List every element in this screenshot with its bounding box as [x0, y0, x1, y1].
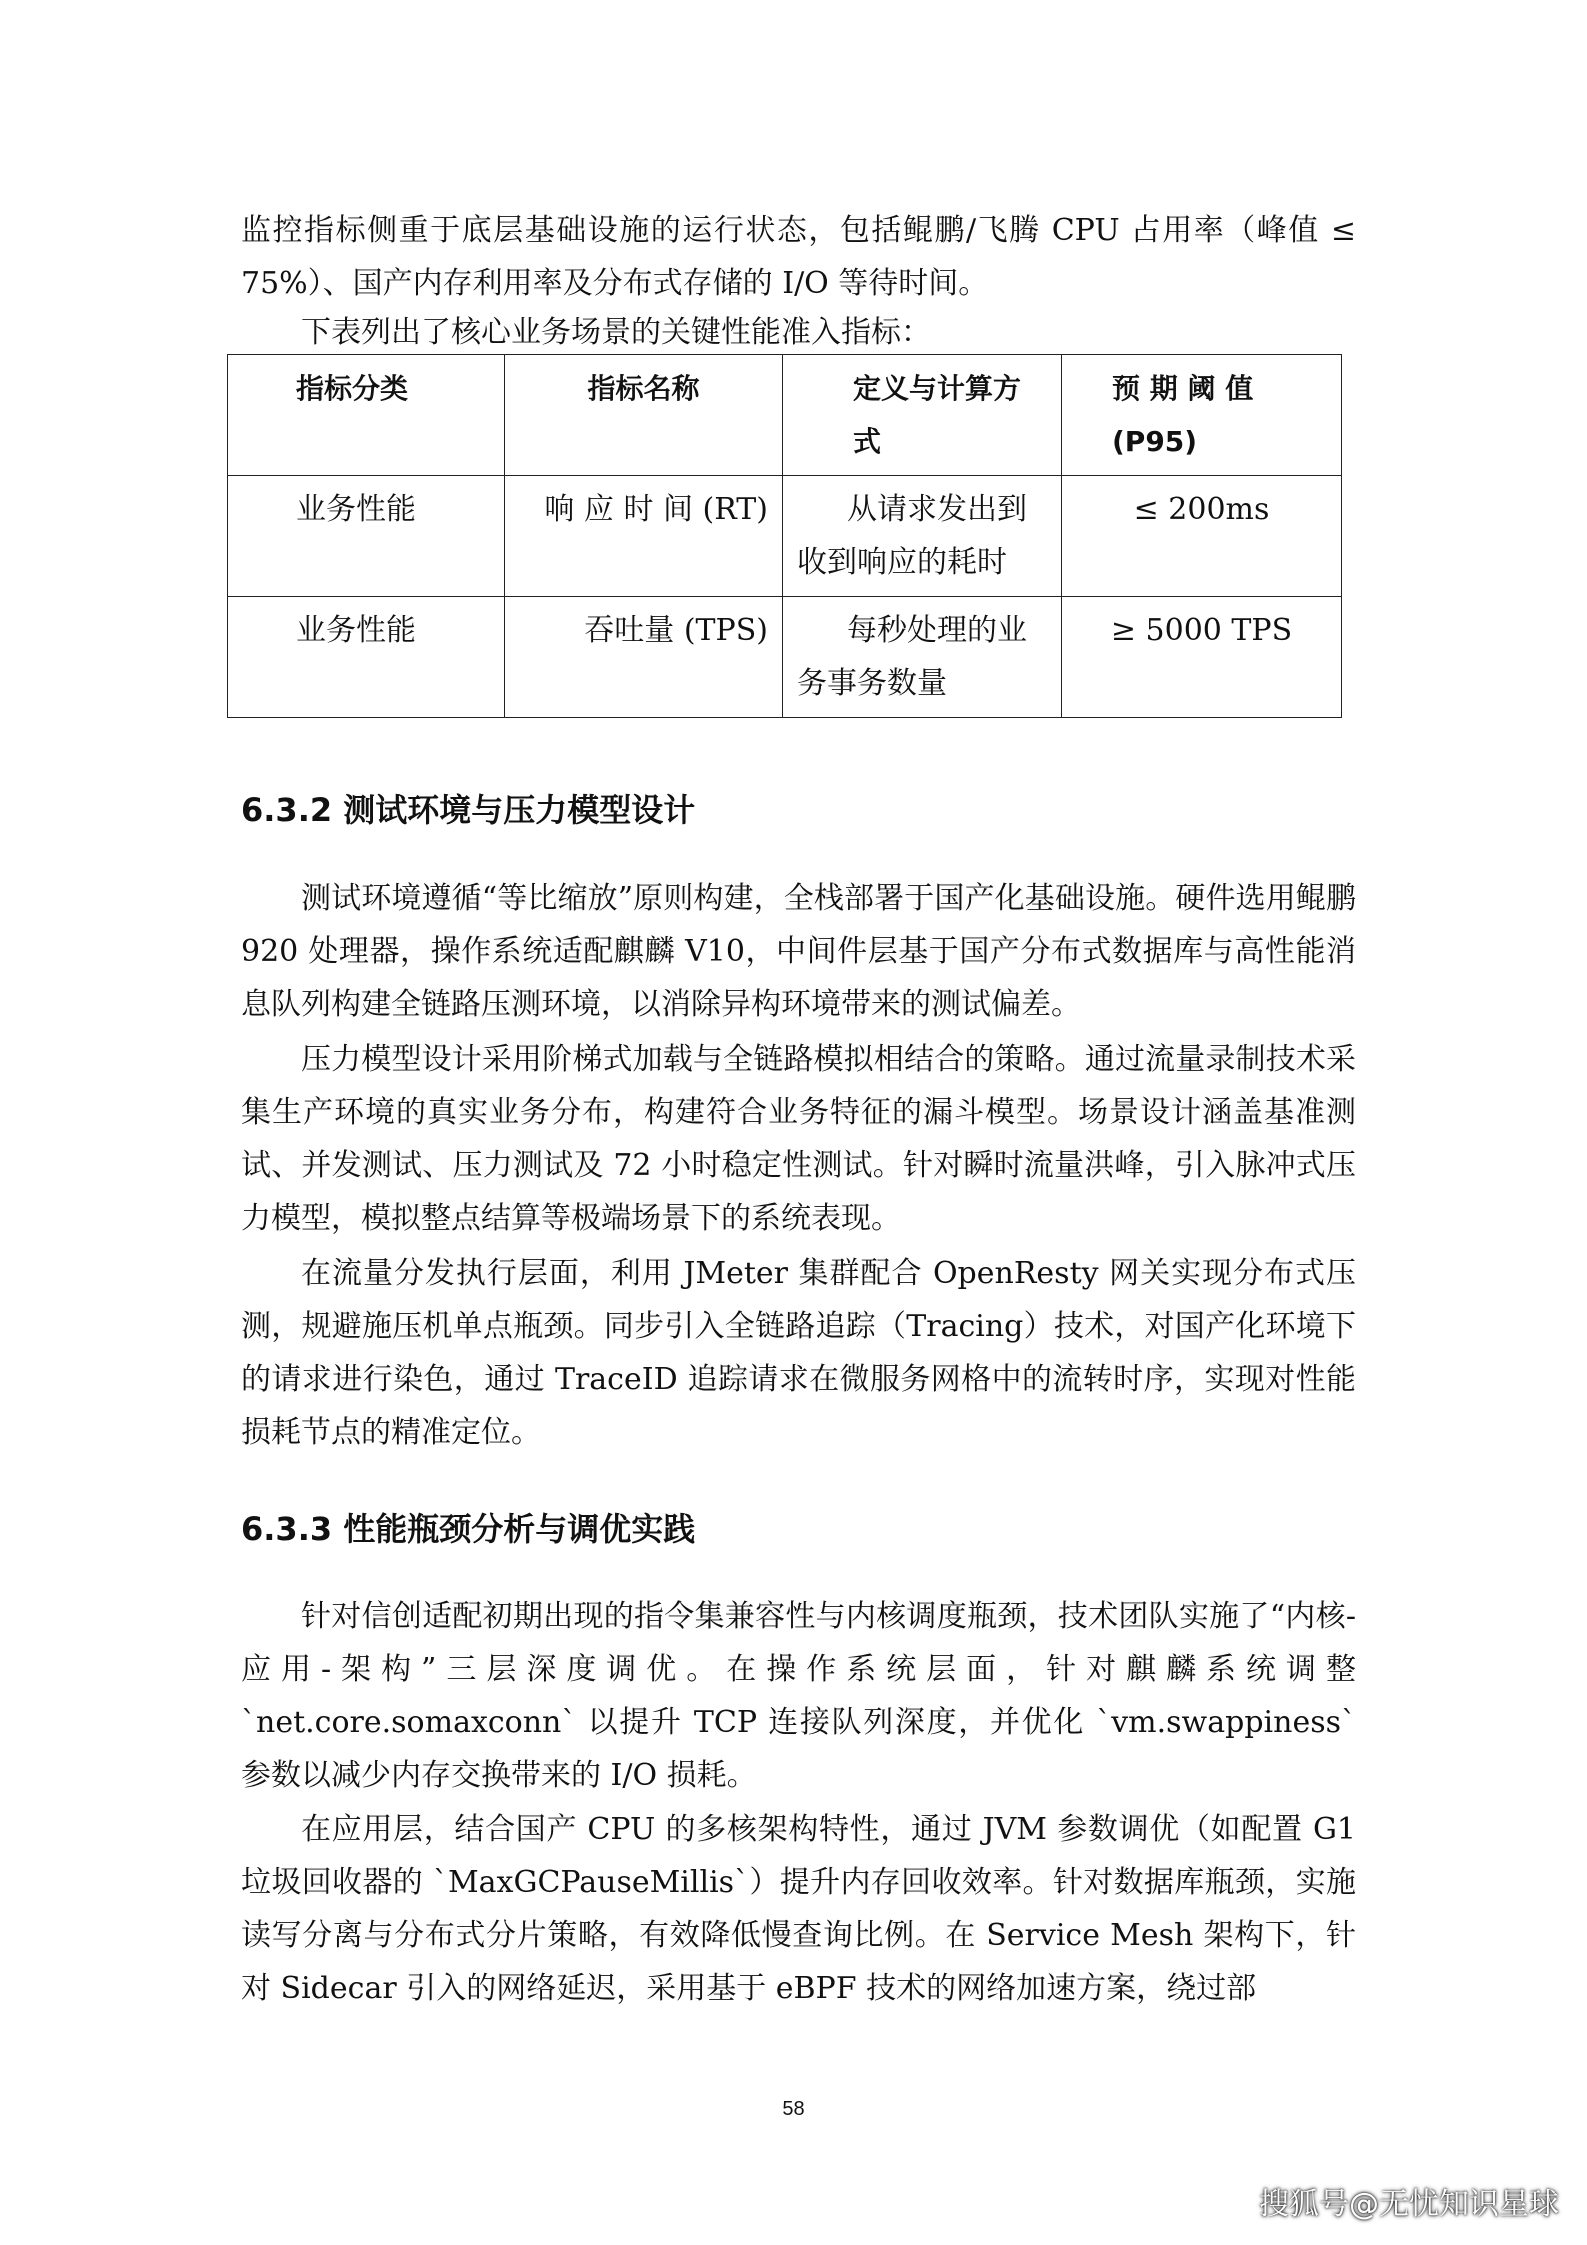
- table-intro-paragraph: 下表列出了核心业务场景的关键性能准入指标：: [301, 315, 931, 350]
- section-632-paragraph-2: 压力模型设计采用阶梯式加载与全链路模拟相结合的策略。通过流量录制技术采集生产环境的真实业务分布，构建符合业务特征的漏斗模型。场景设计涵盖基准测试、并发测试、压力测试及 72 小时稳定性测试。针对瞬时流量洪峰，引入脉冲式压力模型，模拟整点结算等极端场景下的系统表现。: [241, 1042, 1356, 1236]
- section-633-paragraph-2: 在应用层，结合国产 CPU 的多核架构特性，通过 JVM 参数调优（如配置 G1 垃圾回收器的 `MaxGCPauseMillis`）提升内存回收效率。针对数据库瓶颈，实施读写分离与分布式分片策略，有效降低慢查询比例。在 Service Mesh 架构下，针对 Sidecar 引入的网络延迟，采用基于 eBPF 技术的网络加速方案，绕过部: [241, 1812, 1356, 2006]
- section-632-paragraph-1: 测试环境遵循“等比缩放”原则构建，全栈部署于国产化基础设施。硬件选用鲲鹏 920 处理器，操作系统适配麒麟 V10，中间件层基于国产分布式数据库与高性能消息队列构建全链路压测环境，以消除异构环境带来的测试偏差。: [241, 881, 1356, 1022]
- table-row: [228, 476, 1342, 597]
- page-number: 58: [782, 2098, 805, 2120]
- cell-threshold: ≤ 200ms: [1062, 476, 1342, 597]
- table-row: [228, 597, 1342, 718]
- section-heading-632: 6.3.2 测试环境与压力模型设计: [241, 791, 696, 829]
- intro-paragraph: 监控指标侧重于底层基础设施的运行状态，包括鲲鹏/飞腾 CPU 占用率（峰值 ≤ 75%）、国产内存利用率及分布式存储的 I/O 等待时间。: [241, 213, 1356, 301]
- header-threshold: 预 期 阈 值 (P95): [1062, 355, 1342, 476]
- header-definition: 定义与计算方式: [783, 355, 1062, 476]
- section-633-paragraph-1: 针对信创适配初期出现的指令集兼容性与内核调度瓶颈，技术团队实施了“内核-应用-架构”三层深度调优。在操作系统层面，针对麒麟系统调整 `net.core.somaxconn` 以提升 TCP 连接队列深度，并优化 `vm.swappiness` 参数以减少内存交换带来的 I/O 损耗。: [241, 1599, 1356, 1793]
- table-header-row: [228, 355, 1342, 476]
- metrics-table: [227, 354, 1342, 718]
- cell-category: 业务性能: [228, 597, 505, 718]
- cell-metric-name: 吞吐量 (TPS): [505, 597, 783, 718]
- cell-threshold: ≥ 5000 TPS: [1062, 597, 1342, 718]
- section-632-paragraph-3: 在流量分发执行层面，利用 JMeter 集群配合 OpenResty 网关实现分布式压测，规避施压机单点瓶颈。同步引入全链路追踪（Tracing）技术，对国产化环境下的请求进行染色，通过 TraceID 追踪请求在微服务网格中的流转时序，实现对性能损耗节点的精准定位。: [241, 1256, 1356, 1450]
- header-name: 指标名称: [505, 355, 783, 476]
- cell-category: 业务性能: [228, 476, 505, 597]
- header-category: 指标分类: [228, 355, 505, 476]
- cell-metric-name: 响 应 时 间 (RT): [505, 476, 783, 597]
- cell-definition: 从请求发出到收到响应的耗时: [783, 476, 1062, 597]
- watermark: 搜狐号@无忧知识星球: [1259, 2187, 1559, 2222]
- section-heading-633: 6.3.3 性能瓶颈分析与调优实践: [241, 1510, 696, 1548]
- cell-definition: 每秒处理的业务事务数量: [783, 597, 1062, 718]
